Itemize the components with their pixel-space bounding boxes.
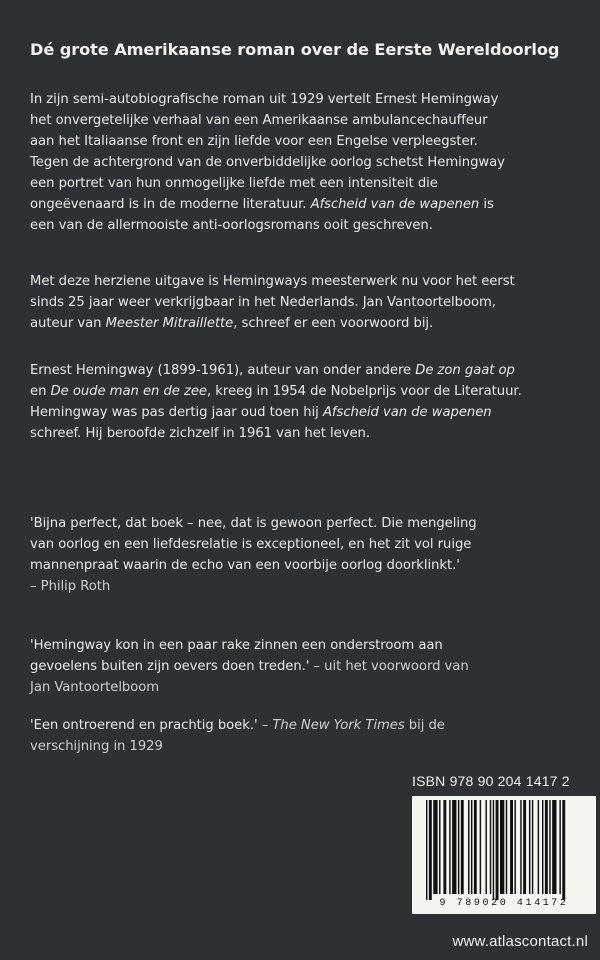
- review-quote-foreword: [30, 635, 590, 698]
- quote-line: van oorlog en een liefdesrelatie is exceptioneel, en het zit vol ruige: [30, 537, 472, 552]
- text-line: [30, 402, 590, 423]
- quote-source: verschijning in 1929: [30, 739, 163, 754]
- text-segment: Ernest Hemingway (1899-1961), auteur van onder andere: [30, 363, 416, 378]
- barcode-bar: [500, 800, 504, 894]
- barcode-bar: [458, 800, 459, 894]
- barcode-bar: [443, 800, 446, 894]
- text-segment: , kreeg in 1954 de Nobelprijs voor de Literatuur.: [207, 384, 522, 399]
- barcode-bar: [559, 800, 560, 894]
- text-line: Tegen de achtergrond van de onverbiddelijke oorlog schetst Hemingway: [30, 155, 505, 170]
- headline: Dé grote Amerikaanse roman over de Eerste Wereldoorlog: [30, 40, 560, 59]
- quote-line: [30, 715, 590, 736]
- book-title-italic: De zon gaat op: [415, 363, 515, 378]
- text-line: aan het Italiaanse front en zijn liefde voor een Engelse verpleegster.: [30, 134, 478, 149]
- barcode-bar: [538, 800, 539, 894]
- text-segment: –: [257, 718, 273, 733]
- text-segment: ongeëvenaard is in de moderne literatuur.: [30, 197, 311, 212]
- text-line: [30, 313, 590, 334]
- quote-line: 'Bijna perfect, dat boek – nee, dat is gewoon perfect. Die mengeling: [30, 516, 477, 531]
- barcode-digits: 9 789020 414172: [439, 898, 569, 909]
- text-line: een portret van hun onmogelijke liefde met een intensiteit die: [30, 176, 438, 191]
- quote-source: – uit het voorwoord van: [309, 659, 469, 674]
- barcode-bar: [506, 800, 507, 894]
- quote-line: mannenpraat waarin de echo van een voorbije oorlog doorklinkt.': [30, 558, 460, 573]
- review-quote-nyt: [30, 715, 590, 757]
- barcode-bar: [496, 800, 499, 900]
- barcode-bar: [493, 800, 494, 900]
- barcode-bars: [412, 796, 596, 900]
- barcode-bar: [490, 800, 491, 894]
- newspaper-title-italic: The New York Times: [272, 718, 405, 733]
- text-line: Met deze herziene uitgave is Hemingways meesterwerk nu voor het eerst: [30, 274, 515, 289]
- text-line: sinds 25 jaar weer verkrijgbaar in het Nederlands. Jan Vantoortelboom,: [30, 295, 496, 310]
- barcode-bar: [514, 800, 515, 894]
- text-line: [30, 381, 590, 402]
- text-segment: bij de: [404, 718, 445, 733]
- text-segment: , schreef er een voorwoord bij.: [233, 316, 434, 331]
- barcode-bar: [426, 800, 427, 900]
- isbn-number: ISBN 978 90 204 1417 2: [412, 773, 570, 789]
- barcode-bar: [439, 800, 440, 894]
- text-segment: is: [479, 197, 494, 212]
- barcode-bar: [452, 800, 456, 894]
- barcode-bar: [520, 800, 521, 894]
- quote-line: 'Hemingway kon in een paar rake zinnen een onderstroom aan: [30, 638, 443, 653]
- barcode-panel: [412, 796, 596, 914]
- text-segment: en: [30, 384, 51, 399]
- text-line: [30, 194, 590, 215]
- barcode-bar: [523, 800, 526, 894]
- text-line: een van de allermooiste anti-oorlogsromans ooit geschreven.: [30, 218, 433, 233]
- text-line: het onvergetelijke verhaal van een Amerikaanse ambulancechauffeur: [30, 113, 488, 128]
- barcode-bar: [545, 800, 548, 894]
- book-title-italic: Afscheid van de wapenen: [322, 405, 492, 420]
- barcode-bar: [542, 800, 543, 894]
- barcode-bar: [510, 800, 513, 894]
- synopsis-paragraph: [30, 89, 590, 236]
- barcode-bar: [529, 800, 530, 894]
- review-quote-roth: [30, 513, 590, 597]
- barcode-bar: [549, 800, 550, 894]
- barcode-bar: [474, 800, 477, 894]
- barcode-bar: [532, 800, 533, 894]
- book-title-italic: Afscheid van de wapenen: [310, 197, 480, 212]
- text-line: schreef. Hij beroofde zichzelf in 1961 van het leven.: [30, 426, 370, 441]
- isbn-barcode-block: [412, 773, 598, 928]
- quote-source: – Philip Roth: [30, 579, 111, 594]
- barcode-bar: [485, 800, 486, 894]
- book-title-italic: Meester Mitraillette: [105, 316, 234, 331]
- barcode-bar: [433, 800, 437, 894]
- barcode-bar: [480, 800, 481, 894]
- barcode-bar: [562, 800, 565, 900]
- barcode-bar: [429, 800, 432, 900]
- quote-line: [30, 656, 590, 677]
- edition-paragraph: [30, 271, 590, 334]
- text-line: [30, 360, 590, 381]
- text-segment: Hemingway was pas dertig jaar oud toen hij: [30, 405, 323, 420]
- text-line: In zijn semi-autobiografische roman uit 1929 vertelt Ernest Hemingway: [30, 92, 499, 107]
- author-bio-paragraph: [30, 360, 590, 444]
- barcode-bar: [552, 800, 556, 894]
- book-title-italic: De oude man en de zee: [50, 384, 207, 399]
- publisher-website: www.atlascontact.nl: [452, 933, 588, 950]
- text-segment: 'Een ontroerend en prachtig boek.': [30, 718, 258, 733]
- barcode-bar: [471, 800, 472, 894]
- barcode-bar: [461, 800, 464, 894]
- quote-source: Jan Vantoortelboom: [30, 680, 160, 695]
- barcode-bar: [468, 800, 469, 894]
- barcode-bar: [449, 800, 450, 894]
- text-segment: gevoelens buiten zijn oevers doen treden.': [30, 659, 310, 674]
- text-segment: auteur van: [30, 316, 106, 331]
